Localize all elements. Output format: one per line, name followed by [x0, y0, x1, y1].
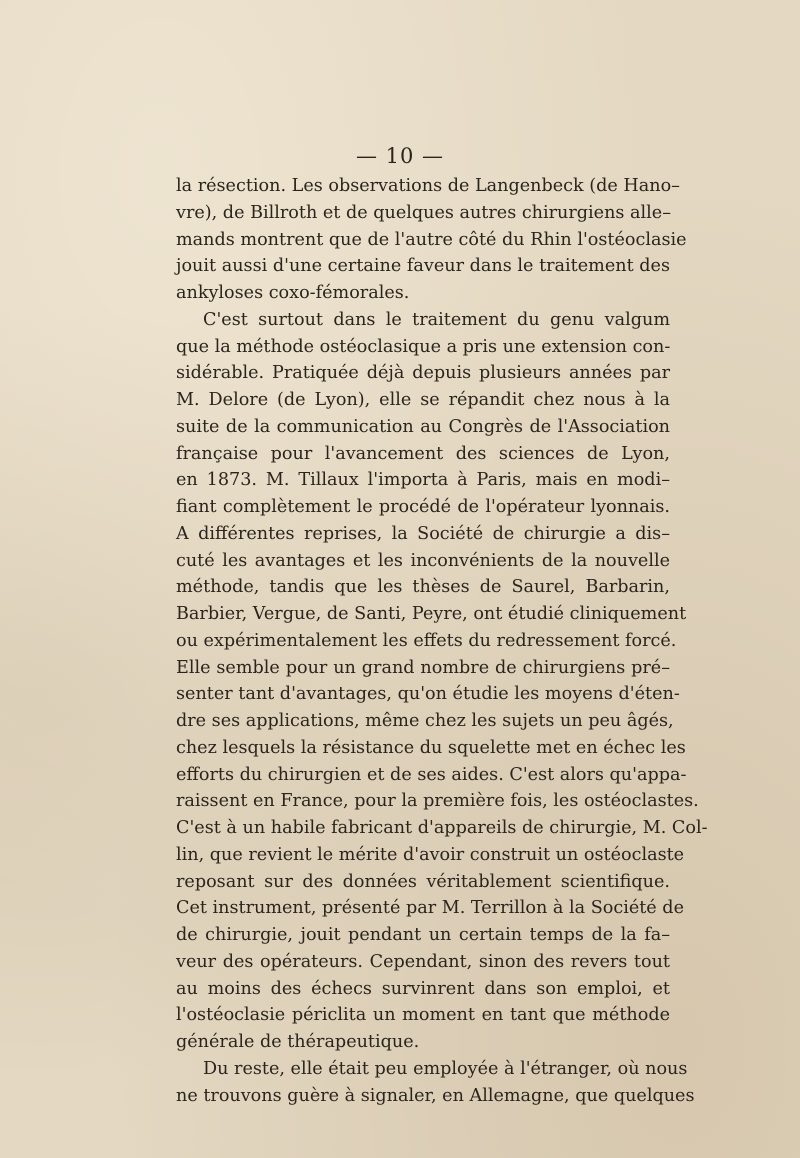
text-line: au moins des échecs survinrent dans son emploi, et: [176, 978, 670, 999]
text-line: sidérable. Pratiquée déjà depuis plusieurs années par: [176, 363, 670, 384]
text-line: que la méthode ostéoclasique a pris une extension con-: [176, 336, 671, 357]
text-line: Elle semble pour un grand nombre de chirurgiens pré–: [176, 657, 670, 678]
text-line: l'ostéoclasie périclita un moment en tant que méthode: [176, 1005, 670, 1026]
text-line: Du reste, elle était peu employée à l'étranger, où nous: [203, 1058, 688, 1079]
text-line: A différentes reprises, la Société de chirurgie a dis–: [176, 523, 670, 544]
text-line: jouit aussi d'une certaine faveur dans le traitement des: [176, 256, 670, 277]
text-line: suite de la communication au Congrès de l'Association: [176, 416, 670, 437]
text-line: C'est surtout dans le traitement du genu valgum: [203, 309, 670, 330]
text-line: française pour l'avancement des sciences de Lyon,: [176, 443, 670, 464]
text-line: C'est à un habile fabricant d'appareils de chirurgie, M. Col-: [176, 818, 708, 838]
text-line: de chirurgie, jouit pendant un certain temps de la fa–: [176, 925, 670, 945]
text-line: Cet instrument, présenté par M. Terrillon à la Société de: [176, 898, 684, 919]
text-line: générale de thérapeutique.: [176, 1032, 420, 1052]
text-line: M. Delore (de Lyon), elle se répandit chez nous à la: [176, 390, 670, 410]
body-text: [176, 173, 708, 1109]
text-line: lin, que revient le mérite d'avoir construit un ostéoclaste: [176, 844, 685, 865]
text-line: reposant sur des données véritablement scientifique.: [176, 871, 670, 892]
text-line: dre ses applications, même chez les sujets un peu âgés,: [176, 711, 674, 731]
text-line: fiant complètement le procédé de l'opérateur lyonnais.: [176, 497, 670, 517]
text-line: la résection. Les observations de Langenbeck (de Hano–: [176, 176, 680, 196]
text-line: chez lesquels la résistance du squelette met en échec les: [176, 737, 686, 758]
text-line: senter tant d'avantages, qu'on étudie les moyens d'éten-: [176, 684, 680, 705]
text-line: mands montrent que de l'autre côté du Rhin l'ostéoclasie: [176, 229, 687, 250]
text-line: méthode, tandis que les thèses de Saurel, Barbarin,: [176, 577, 670, 598]
text-line: ou expérimentalement les effets du redressement forcé.: [176, 630, 677, 651]
text-line: Barbier, Vergue, de Santi, Peyre, ont étudié cliniquement: [176, 604, 687, 624]
text-line: veur des opérateurs. Cependant, sinon des revers tout: [176, 951, 670, 972]
text-line: cuté les avantages et les inconvénients de la nouvelle: [176, 550, 670, 571]
text-line: raissent en France, pour la première fois, les ostéoclastes.: [176, 791, 699, 812]
text-line: vre), de Billroth et de quelques autres chirurgiens alle–: [176, 202, 671, 223]
page-number: — 10 —: [355, 144, 445, 168]
text-line: ne trouvons guère à signaler, en Allemagne, que quelques: [176, 1085, 695, 1106]
text-line: efforts du chirurgien et de ses aides. C'est alors qu'appa-: [176, 764, 687, 785]
text-line: en 1873. M. Tillaux l'importa à Paris, mais en modi–: [176, 470, 670, 491]
text-line: ankyloses coxo-fémorales.: [176, 283, 410, 303]
